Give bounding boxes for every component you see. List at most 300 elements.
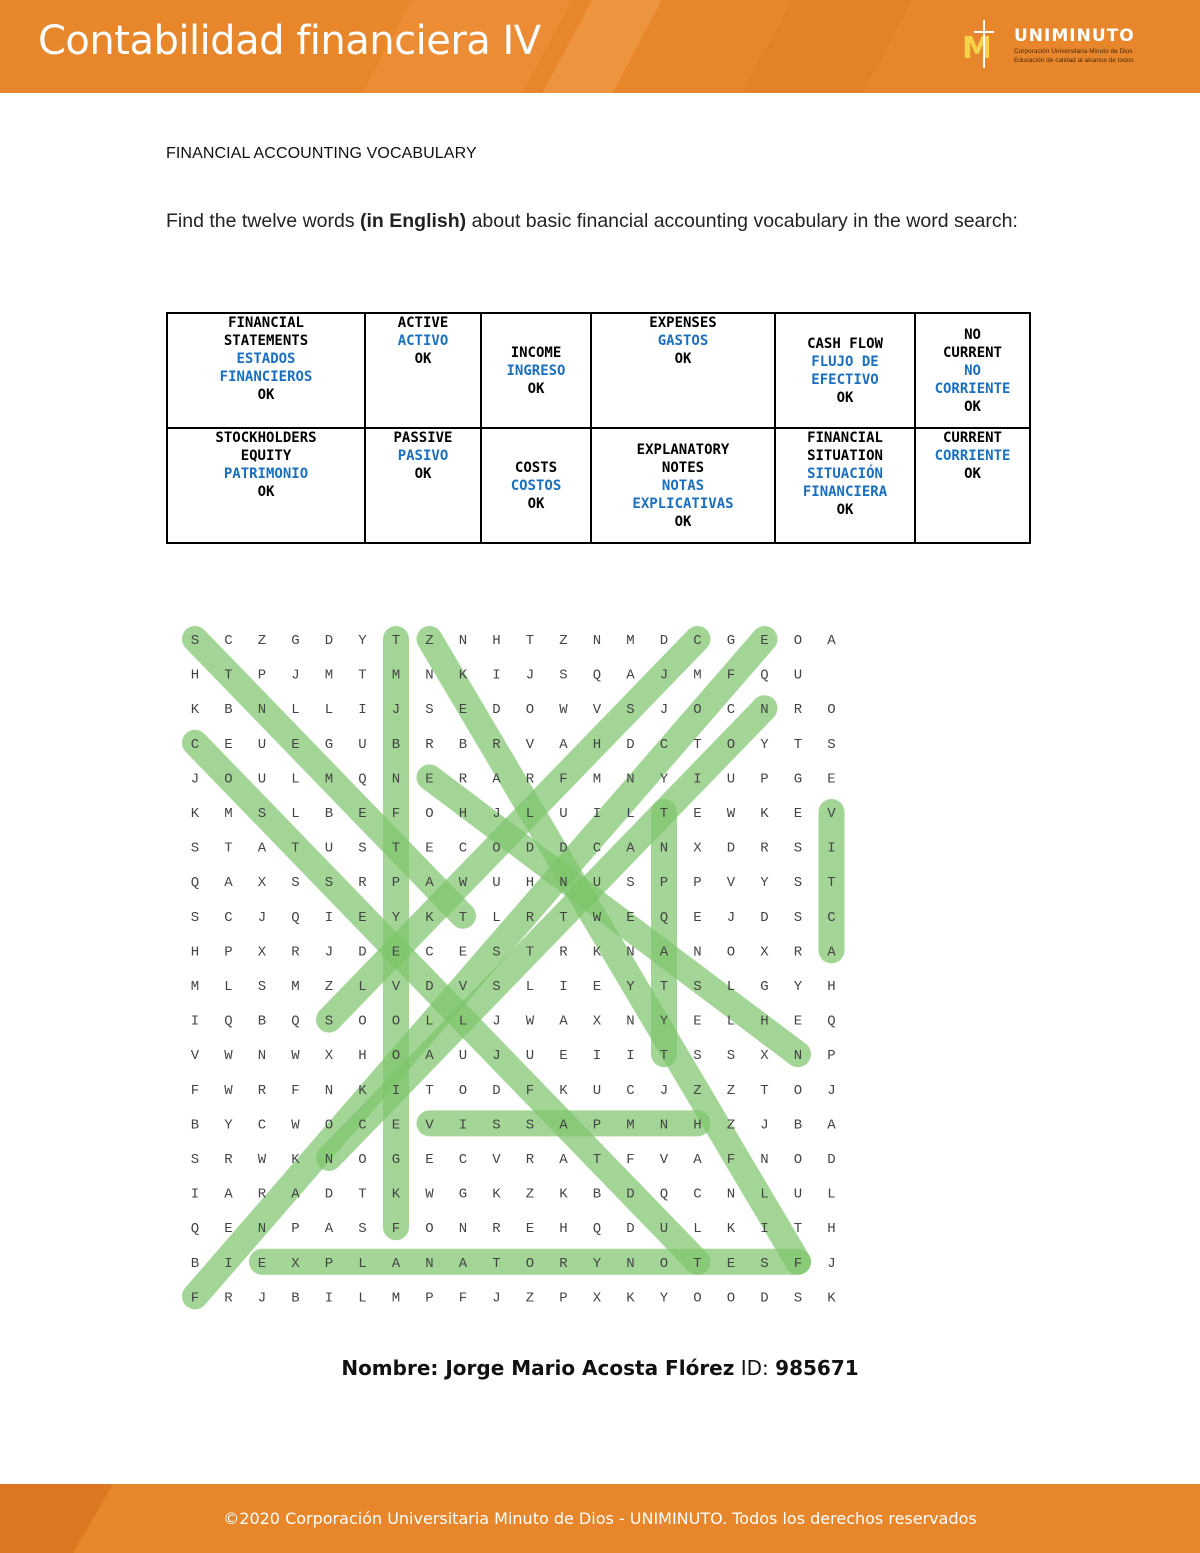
grid-letter: P: [391, 875, 401, 892]
grid-letter: T: [760, 1082, 769, 1099]
grid-letter: E: [525, 1221, 535, 1238]
grid-letter: V: [458, 979, 468, 995]
grid-letter: K: [391, 1186, 401, 1203]
grid-letter: O: [391, 1048, 401, 1065]
grid-letter: R: [224, 1290, 233, 1307]
grid-letter: T: [659, 806, 669, 822]
grid-letter: C: [458, 1152, 468, 1168]
grid-letter: G: [291, 633, 300, 649]
grid-letter: T: [525, 633, 535, 649]
grid-letter: N: [458, 1221, 468, 1238]
grid-letter: Q: [592, 667, 602, 684]
grid-letter: L: [291, 806, 300, 822]
grid-letter: A: [693, 1152, 702, 1168]
grid-letter: S: [492, 1117, 501, 1134]
grid-letter: T: [659, 1048, 669, 1065]
grid-letter: F: [458, 1290, 468, 1307]
grid-letter: U: [525, 1048, 535, 1065]
grid-letter: S: [626, 875, 635, 892]
grid-letter: A: [659, 944, 669, 961]
grid-letter: T: [693, 1255, 702, 1272]
grid-letter: L: [358, 1255, 367, 1272]
spanish-term: CORRIENTE: [934, 380, 1011, 397]
grid-letter: U: [324, 840, 334, 857]
grid-letter: W: [291, 1048, 300, 1065]
grid-letter: G: [726, 633, 736, 649]
grid-letter: G: [793, 771, 803, 788]
grid-letter: L: [726, 1013, 736, 1030]
grid-letter: O: [425, 1221, 434, 1238]
grid-letter: Q: [224, 1013, 233, 1030]
grid-letter: D: [659, 633, 669, 649]
grid-letter: D: [726, 840, 736, 857]
english-term: EQUITY: [240, 448, 292, 464]
grid-letter: R: [525, 771, 535, 788]
grid-letter: T: [559, 909, 568, 926]
grid-letter: N: [626, 771, 635, 788]
grid-letter: X: [592, 1290, 602, 1307]
grid-letter: J: [291, 667, 300, 684]
grid-letter: M: [291, 979, 300, 995]
english-term: FINANCIAL: [807, 430, 883, 446]
grid-letter: I: [324, 909, 334, 926]
grid-letter: U: [793, 667, 803, 684]
grid-letter: P: [760, 771, 769, 788]
ok-mark: OK: [414, 351, 432, 367]
spanish-term: COSTOS: [510, 477, 562, 494]
instructions-text: about basic financial accounting vocabulary in the word search:: [466, 210, 1018, 232]
grid-letter: M: [190, 979, 200, 995]
grid-letter: H: [827, 979, 836, 995]
grid-letter: N: [458, 633, 468, 649]
grid-letter: T: [224, 840, 233, 857]
grid-letter: M: [324, 667, 334, 684]
grid-letter: O: [726, 736, 736, 753]
spanish-term: SITUACIÓN: [807, 466, 883, 482]
grid-letter: N: [626, 1255, 635, 1272]
grid-letter: K: [458, 667, 468, 684]
ok-mark: OK: [836, 502, 854, 518]
grid-letter: E: [458, 702, 468, 719]
grid-letter: Q: [659, 909, 669, 926]
grid-letter: J: [659, 1082, 669, 1099]
grid-letter: N: [257, 1221, 267, 1238]
grid-letter: P: [291, 1221, 300, 1238]
grid-letter: D: [559, 840, 568, 857]
grid-letter: J: [257, 1290, 267, 1307]
grid-letter: C: [626, 1082, 635, 1099]
grid-letter: H: [525, 875, 535, 892]
grid-letter: F: [190, 1082, 200, 1099]
grid-letter: S: [190, 1152, 200, 1168]
student-id: 985671: [775, 1356, 859, 1380]
ok-mark: OK: [257, 387, 275, 403]
vocab-cell: [365, 428, 481, 543]
grid-letter: S: [492, 979, 501, 995]
grid-letter: H: [190, 944, 200, 961]
grid-letter: I: [224, 1255, 233, 1272]
grid-letter: K: [492, 1186, 501, 1203]
grid-letter: L: [492, 909, 501, 926]
grid-letter: U: [793, 1186, 803, 1203]
grid-letter: M: [626, 1117, 635, 1134]
spanish-term: PASIVO: [397, 448, 449, 464]
grid-letter: T: [425, 1082, 434, 1099]
vocab-cell: [481, 313, 591, 428]
grid-letter: B: [324, 806, 334, 822]
header-band: [0, 0, 1200, 93]
grid-letter: C: [358, 1117, 367, 1134]
vocab-cell: [915, 428, 1030, 543]
grid-letter: O: [793, 633, 803, 649]
grid-letter: C: [425, 944, 434, 961]
grid-letter: S: [425, 702, 434, 719]
grid-letter: E: [559, 1048, 568, 1065]
grid-letter: C: [693, 1186, 702, 1203]
grid-letter: C: [827, 909, 836, 926]
grid-letter: W: [559, 702, 568, 719]
grid-letter: O: [358, 1152, 367, 1168]
grid-letter: N: [592, 633, 602, 649]
grid-letter: S: [793, 875, 803, 892]
grid-letter: W: [291, 1117, 300, 1134]
grid-letter: O: [693, 1290, 702, 1307]
grid-letter: P: [659, 875, 669, 892]
grid-letter: J: [492, 1048, 501, 1065]
grid-letter: Z: [726, 1117, 736, 1134]
grid-letter: B: [190, 1117, 200, 1134]
grid-letter: D: [324, 633, 334, 649]
grid-letter: H: [760, 1013, 769, 1030]
spanish-term: PATRIMONIO: [223, 466, 309, 482]
grid-letter: M: [324, 771, 334, 788]
grid-letter: Y: [760, 736, 769, 753]
grid-letter: H: [592, 736, 602, 753]
grid-letter: D: [492, 1082, 501, 1099]
grid-letter: P: [827, 1048, 836, 1065]
grid-letter: A: [559, 736, 568, 753]
grid-letter: G: [324, 736, 334, 753]
english-term: NOTES: [661, 459, 705, 476]
grid-letter: S: [626, 702, 635, 719]
grid-letter: C: [190, 736, 200, 753]
grid-letter: K: [726, 1221, 736, 1238]
grid-letter: J: [492, 1290, 501, 1307]
grid-letter: L: [525, 979, 535, 995]
grid-letter: N: [324, 1152, 334, 1168]
grid-letter: Y: [358, 633, 367, 649]
grid-letter: N: [726, 1186, 736, 1203]
grid-letter: I: [391, 1082, 401, 1099]
grid-letter: O: [793, 1152, 803, 1168]
grid-letter: D: [626, 736, 635, 753]
grid-letter: A: [559, 1152, 568, 1168]
grid-letter: G: [458, 1186, 468, 1203]
grid-letter: J: [492, 806, 501, 822]
grid-letter: R: [760, 840, 769, 857]
header-decoration: [707, 0, 933, 93]
grid-letter: Z: [324, 979, 334, 995]
grid-letter: D: [425, 979, 434, 995]
ok-mark: OK: [836, 389, 854, 406]
grid-letter: T: [525, 944, 535, 961]
grid-letter: K: [559, 1082, 568, 1099]
grid-letter: X: [760, 944, 769, 961]
grid-letter: E: [693, 909, 702, 926]
grid-letter: E: [693, 1013, 702, 1030]
course-title: Contabilidad financiera IV: [38, 18, 541, 64]
grid-letter: R: [492, 1221, 501, 1238]
english-term: COSTS: [514, 459, 558, 476]
grid-letter: I: [190, 1186, 200, 1203]
student-name-line: [0, 1356, 1200, 1380]
grid-letter: T: [358, 1186, 367, 1203]
grid-letter: I: [559, 979, 568, 995]
grid-letter: N: [760, 702, 769, 719]
grid-letter: E: [425, 840, 434, 857]
grid-letter: S: [726, 1048, 736, 1065]
grid-letter: E: [358, 806, 367, 822]
grid-letter: T: [693, 736, 702, 753]
grid-letter: P: [592, 1117, 602, 1134]
grid-letter: Q: [760, 667, 769, 684]
grid-letter: A: [391, 1255, 401, 1272]
grid-letter: A: [324, 1221, 334, 1238]
grid-letter: U: [592, 875, 602, 892]
grid-letter: N: [626, 944, 635, 961]
grid-letter: T: [391, 633, 401, 649]
grid-letter: E: [224, 1221, 233, 1238]
grid-letter: D: [626, 1186, 635, 1203]
vocab-cell: [481, 428, 591, 543]
grid-letter: Q: [827, 1013, 836, 1030]
grid-letter: Y: [793, 979, 803, 995]
grid-letter: A: [626, 840, 635, 857]
grid-letter: Z: [726, 1082, 736, 1099]
spanish-term: FINANCIEROS: [219, 369, 313, 385]
grid-letter: S: [190, 840, 200, 857]
grid-letter: T: [458, 909, 468, 926]
grid-letter: P: [425, 1290, 434, 1307]
grid-letter: A: [559, 1013, 568, 1030]
grid-letter: X: [257, 875, 267, 892]
grid-letter: L: [224, 979, 233, 995]
grid-letter: O: [324, 1117, 334, 1134]
grid-letter: F: [291, 1082, 300, 1099]
grid-letter: K: [425, 909, 434, 926]
footer-band: [0, 1484, 1200, 1553]
grid-letter: J: [827, 1255, 836, 1272]
spanish-term: NO: [964, 362, 981, 379]
grid-letter: N: [559, 875, 568, 892]
grid-letter: S: [324, 1013, 334, 1030]
english-term: NO: [964, 326, 981, 343]
grid-letter: B: [257, 1013, 267, 1030]
grid-letter: K: [626, 1290, 635, 1307]
grid-letter: I: [458, 1117, 468, 1134]
grid-letter: A: [224, 1186, 233, 1203]
grid-letter: Z: [525, 1186, 535, 1203]
grid-letter: L: [693, 1221, 702, 1238]
ok-mark: OK: [527, 380, 545, 397]
grid-letter: C: [592, 840, 602, 857]
grid-letter: A: [827, 1117, 836, 1134]
grid-letter: P: [559, 1290, 568, 1307]
grid-letter: E: [224, 736, 233, 753]
grid-letter: W: [458, 875, 468, 892]
grid-letter: J: [726, 909, 736, 926]
grid-letter: L: [726, 979, 736, 995]
grid-letter: L: [291, 702, 300, 719]
grid-letter: T: [291, 840, 300, 857]
grid-letter: S: [559, 667, 568, 684]
grid-letter: F: [726, 1152, 736, 1168]
grid-letter: B: [793, 1117, 803, 1134]
grid-letter: E: [291, 736, 300, 753]
grid-letter: Q: [358, 771, 367, 788]
ok-mark: OK: [964, 466, 981, 482]
ok-mark: OK: [257, 484, 275, 500]
grid-letter: T: [391, 840, 401, 857]
grid-letter: V: [659, 1152, 669, 1168]
grid-letter: J: [391, 702, 401, 719]
grid-letter: D: [760, 1290, 769, 1307]
grid-letter: S: [358, 1221, 367, 1238]
grid-letter: O: [492, 840, 501, 857]
grid-letter: R: [793, 944, 803, 961]
grid-letter: O: [793, 1082, 803, 1099]
grid-letter: O: [693, 702, 702, 719]
grid-letter: O: [827, 702, 836, 719]
grid-letter: V: [190, 1048, 200, 1065]
english-term: CURRENT: [942, 430, 1002, 446]
grid-letter: I: [324, 1290, 334, 1307]
grid-letter: L: [458, 1013, 468, 1030]
grid-letter: R: [525, 909, 535, 926]
grid-letter: J: [525, 667, 535, 684]
grid-letter: S: [793, 1290, 803, 1307]
grid-letter: A: [492, 771, 501, 788]
grid-letter: F: [391, 806, 401, 822]
grid-letter: B: [391, 736, 401, 753]
grid-letter: A: [626, 667, 635, 684]
grid-letter: B: [224, 702, 233, 719]
grid-letter: R: [559, 944, 568, 961]
grid-letter: R: [358, 875, 367, 892]
grid-letter: S: [793, 840, 803, 857]
grid-letter: X: [760, 1048, 769, 1065]
grid-letter: J: [760, 1117, 769, 1134]
grid-letter: N: [324, 1082, 334, 1099]
grid-letter: Q: [190, 875, 200, 892]
vocab-cell: [775, 428, 915, 543]
grid-letter: K: [291, 1152, 300, 1168]
grid-letter: U: [592, 1082, 602, 1099]
grid-letter: W: [726, 806, 736, 822]
grid-letter: N: [793, 1048, 803, 1065]
grid-letter: N: [760, 1152, 769, 1168]
grid-letter: E: [693, 806, 702, 822]
grid-letter: V: [525, 736, 535, 753]
grid-letter: U: [358, 736, 367, 753]
ok-mark: OK: [964, 398, 981, 415]
english-term: SITUATION: [807, 448, 883, 464]
grid-letter: M: [626, 633, 635, 649]
grid-letter: E: [391, 1117, 401, 1134]
ok-mark: OK: [674, 351, 692, 367]
grid-letter: N: [626, 1013, 635, 1030]
grid-letter: W: [224, 1048, 233, 1065]
vocab-row: [167, 428, 1030, 543]
grid-letter: K: [190, 806, 200, 822]
grid-letter: E: [458, 944, 468, 961]
grid-letter: Z: [257, 633, 267, 649]
grid-letter: T: [492, 1255, 501, 1272]
grid-letter: L: [525, 806, 535, 822]
grid-letter: O: [726, 944, 736, 961]
grid-letter: Y: [224, 1117, 233, 1134]
grid-letter: S: [693, 1048, 702, 1065]
grid-letter: N: [659, 1117, 669, 1134]
uniminuto-logo: [960, 14, 1160, 74]
grid-letter: L: [358, 1290, 367, 1307]
grid-letter: A: [559, 1117, 568, 1134]
grid-letter: P: [324, 1255, 334, 1272]
grid-letter: P: [224, 944, 233, 961]
grid-letter: I: [358, 702, 367, 719]
spanish-term: CORRIENTE: [934, 448, 1011, 464]
grid-letter: O: [224, 771, 233, 788]
grid-letter: E: [726, 1255, 736, 1272]
grid-letter: F: [626, 1152, 635, 1168]
english-term: STATEMENTS: [223, 333, 309, 349]
vocab-cell: [167, 313, 365, 428]
grid-letter: E: [626, 909, 635, 926]
ok-mark: OK: [414, 466, 432, 482]
grid-letter: S: [257, 979, 267, 995]
english-term: FINANCIAL: [228, 315, 304, 331]
grid-letter: D: [626, 1221, 635, 1238]
grid-letter: C: [726, 702, 736, 719]
instructions: [166, 209, 1046, 234]
grid-letter: U: [726, 771, 736, 788]
grid-letter: S: [291, 875, 300, 892]
grid-letter: D: [492, 702, 501, 719]
grid-letter: S: [358, 840, 367, 857]
grid-letter: M: [224, 806, 233, 822]
grid-letter: R: [224, 1152, 233, 1168]
english-term: EXPLANATORY: [636, 441, 730, 458]
grid-letter: E: [391, 944, 401, 961]
english-term: STOCKHOLDERS: [215, 430, 317, 446]
grid-letter: A: [827, 944, 836, 961]
english-term: PASSIVE: [393, 430, 453, 446]
grid-letter: E: [257, 1255, 267, 1272]
grid-letter: B: [458, 736, 468, 753]
grid-letter: J: [659, 702, 669, 719]
grid-letter: U: [492, 875, 501, 892]
grid-letter: B: [190, 1255, 200, 1272]
grid-letter: S: [190, 633, 200, 649]
grid-letter: C: [659, 736, 669, 753]
grid-letter: L: [425, 1013, 434, 1030]
grid-letter: C: [693, 633, 702, 649]
grid-letter: L: [827, 1186, 836, 1203]
grid-letter: E: [425, 1152, 434, 1168]
logo-tagline: Corporación Universitaria Minuto de Dios: [1014, 48, 1133, 55]
english-term: EXPENSES: [649, 315, 717, 331]
grid-letter: U: [458, 1048, 468, 1065]
